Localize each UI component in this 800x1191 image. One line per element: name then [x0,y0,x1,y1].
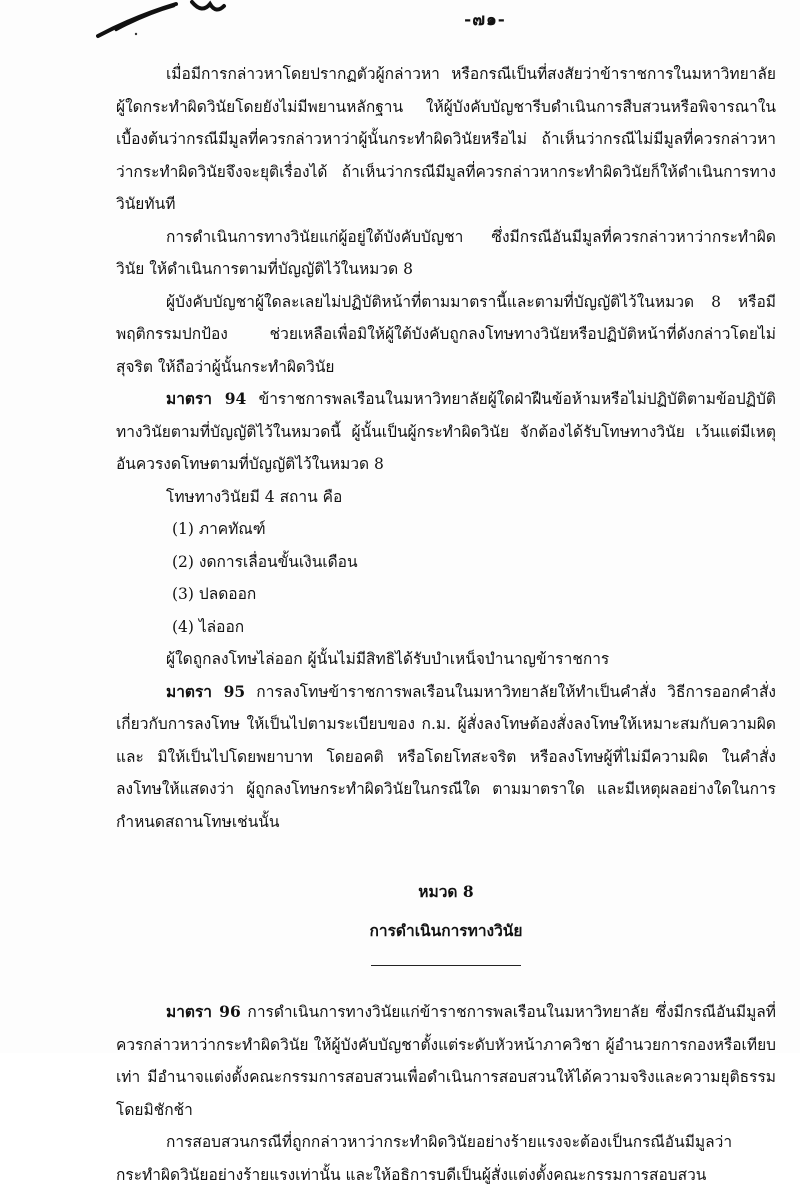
penalties-intro: โทษทางวินัยมี 4 สถาน คือ [166,487,343,506]
page-number: -๗๑- [464,10,506,30]
paragraph-investigation: เมื่อมีการกล่าวหาโดยปรากฏตัวผู้กล่าวหา หรือกรณีเป็นที่สงสัยว่าข้าราชการในมหาวิทยาลัยผู้ใดกระทำผิดวินัยโดยยังไม่มีพยานหลักฐาน ให้ผู้บังคับบัญชารีบดำเนินการสืบสวนหรือพิจารณาในเบื้องต้นว่ากรณีมีมูลที่ควรกล่าวหาว่าผู้นั้นกระทำผิดวินัยหรือไม่ ถ้าเห็นว่ากรณีไม่มีมูลที่ควรกล่าวหาว่ากระทำผิดวินัยจึงจะยุติเรื่องได้ ถ้าเห็นว่ากรณีมีมูลที่ควรกล่าวหากระทำผิดวินัยก็ให้ดำเนินการทางวินัยทันที [116,65,776,213]
penalty-item: (4) ไล่ออก [172,617,245,636]
section-95-label: มาตรา 95 [166,681,246,701]
paragraph-disciplinary-action: การดำเนินการทางวินัยแก่ผู้อยู่ใต้บังคับบัญชา ซึ่งมีกรณีอันมีมูลที่ควรกล่าวหาว่ากระทำผิดวินัย ให้ดำเนินการตามที่บัญญัติไว้ในหมวด 8 [116,227,776,278]
chapter-title: การดำเนินการทางวินัย [369,920,523,940]
chapter-number: หมวด 8 [418,882,474,901]
section-94-label: มาตรา 94 [166,389,247,408]
section-96-label: มาตรา 96 [166,1002,241,1021]
document-body [116,58,776,1191]
section-94 [116,383,776,481]
divider-line [371,965,521,966]
penalty-item: (3) ปลดออก [172,585,257,603]
section-94-text: ข้าราชการพลเรือนในมหาวิทยาลัยผู้ใดฝ่าฝืนข้อห้ามหรือไม่ปฏิบัติตามข้อปฏิบัติทางวินัยตามที่บัญญัติไว้ในหมวดนี้ ผู้นั้นเป็นผู้กระทำผิดวินัย จักต้องได้รับโทษทางวินัย เว้นแต่มีเหตุอันควรงดโทษตามที่บัญญัติไว้ในหมวด 8 [116,390,776,473]
dismissal-note: ผู้ใดถูกลงโทษไล่ออก ผู้นั้นไม่มีสิทธิได้รับบำเหน็จบำนาญข้าราชการ [166,650,610,668]
section-95-text: การลงโทษข้าราชการพลเรือนในมหาวิทยาลัยให้ทำเป็นคำสั่ง วิธีการออกคำสั่งเกี่ยวกับการลงโทษ ให้เป็นไปตามระเบียบของ ก.ม. ผู้สั่งลงโทษต้องสั่งลงโทษให้เหมาะสมกับความผิด และ มิให้เป็นไปโดยพยาบาท โดยอคติ หรือโดยโทสะจริต หรือลงโทษผู้ที่ไม่มีความผิด ในคำสั่งลงโทษให้แสดงว่า ผู้ถูกลงโทษกระทำผิดวินัยในกรณีใด ตามมาตราใด และมีเหตุผลอย่างใดในการกำหนดสถานโทษเช่นนั้น [116,682,776,831]
handwritten-mark [96,0,236,40]
penalty-item: (1) ภาคทัณฑ์ [172,520,266,538]
paragraph-serious-offense: การสอบสวนกรณีที่ถูกกล่าวหาว่ากระทำผิดวินัยอย่างร้ายแรงจะต้องเป็นกรณีอันมีมูลว่ากระทำผิดวินัยอย่างร้ายแรงเท่านั้น และให้อธิการบดีเป็นผู้สั่งแต่งตั้งคณะกรรมการสอบสวน [116,1133,733,1184]
section-95 [116,676,776,839]
penalty-item: (2) งดการเลื่อนขั้นเงินเดือน [172,552,358,571]
section-96 [116,996,776,1126]
paragraph-supervisor-negligence: ผู้บังคับบัญชาผู้ใดละเลยไม่ปฏิบัติหน้าที่ตามมาตรานี้และตามที่บัญญัติไว้ในหมวด 8 หรือมีพฤติกรรมปกป้อง ช่วยเหลือเพื่อมิให้ผู้ใต้บังคับถูกลงโทษทางวินัยหรือปฏิบัติหน้าที่ดังกล่าวโดยไม่สุจริต ให้ถือว่าผู้นั้นกระทำผิดวินัย [116,292,776,376]
section-96-text: การดำเนินการทางวินัยแก่ข้าราชการพลเรือนในมหาวิทยาลัย ซึ่งมีกรณีอันมีมูลที่ควรกล่าวหาว่ากระทำผิดวินัย ให้ผู้บังคับบัญชาตั้งแต่ระดับหัวหน้าภาควิชา ผู้อำนวยการกองหรือเทียบเท่า มีอำนาจแต่งตั้งคณะกรรมการสอบสวนเพื่อดำเนินการสอบสวนให้ได้ความจริงและความยุติธรรมโดยมิชักช้า [116,1003,777,1119]
